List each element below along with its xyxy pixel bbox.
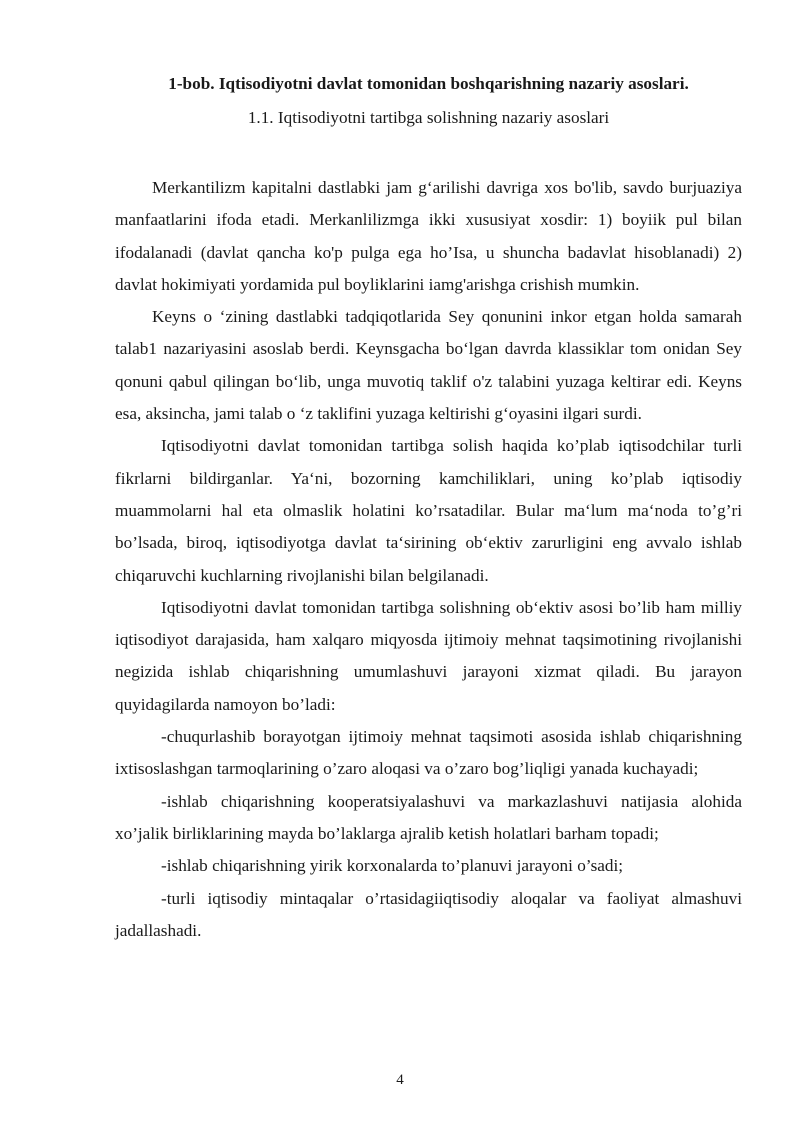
paragraph-keyns: Keyns o ‘zining dastlabki tadqiqotlarida Sey qonunini inkor etgan holda samarah talab1 nazariyasini asoslab berdi. Keynsgacha bo‘lgan davrda klassiklar tom onidan Sey qonuni qabul qilingan bo‘lib, unga muvotiq taklif o'z talabini yuzaga keltirar edi. Keyns esa, aksincha, jami talab o ‘z taklifini yuzaga keltirishi g‘oyasini ilgari surdi. xyxy=(115,307,742,424)
paragraph-tartibga-solish: Iqtisodiyotni davlat tomonidan tartibga solish haqida ko’plab iqtisodchilar turli fikrlarni bildirganlar. Ya‘ni, bozorning kamchiliklari, uning ko’plab iqtisodiy muammolarni hal eta olmaslik holatini ko’rsatadilar. Bular ma‘lum ma‘noda to’g’ri bo’lsada, biroq, iqtisodiyotga davlat ta‘sirining ob‘ektiv zarurligini eng avvalo ishlab chiqaruvchi kuchlarning rivojlanishi bilan belgilanadi. xyxy=(115,436,742,585)
list-item: -chuqurlashib borayotgan ijtimoiy mehnat taqsimoti asosida ishlab chiqarishning ixtisoslashgan tarmoqlarining o’zaro aloqasi va o’zaro bog’liqligi yanada kuchayadi; xyxy=(115,727,742,779)
paragraph-obektiv-asos: Iqtisodiyotni davlat tomonidan tartibga solishning ob‘ektiv asosi bo’lib ham milliy iqtisodiyot darajasida, ham xalqaro miqyosda ijtimoiy mehnat taqsimotining rivojlanishi negizida ishlab chiqarishning umumlashuvi jarayoni xizmat qiladi. Bu jarayon quyidagilarda namoyon bo’ladi: xyxy=(115,597,742,714)
chapter-title: 1-bob. Iqtisodiyotni davlat tomonidan boshqarishning nazariy asoslari. xyxy=(168,74,689,93)
page-number: 4 xyxy=(396,1072,404,1088)
document-body xyxy=(115,172,742,947)
list-item: -ishlab chiqarishning kooperatsiyalashuvi va markazlashuvi natijasia alohida xo’jalik birliklarining mayda bo’laklarga ajralib ketish holatlari barham topadi; xyxy=(115,791,742,843)
paragraph-merkantilizm: Merkantilizm kapitalni dastlabki jam g‘arilishi davriga xos bo'lib, savdo burjuaziya manfaatlarini ifoda etadi. Merkanlilizmga ikki xususiyat xosdir: 1) boyiik pul bilan ifodalanadi (davlat qancha ko'p pulga ega ho’Isa, u shuncha badavlat hisoblanadi) 2) davlat hokimiyati yordamida pul boyliklarini iamg'arishga crishish mumkin. xyxy=(115,178,742,294)
section-title: 1.1. Iqtisodiyotni tartibga solishning nazariy asoslari xyxy=(247,108,610,127)
list-item: -ishlab chiqarishning yirik korxonalarda to’planuvi jarayoni o’sadi; xyxy=(161,856,624,876)
list-item: -turli iqtisodiy mintaqalar o’rtasidagiiqtisodiy aloqalar va faoliyat almashuvi jadallashadi. xyxy=(115,888,742,940)
